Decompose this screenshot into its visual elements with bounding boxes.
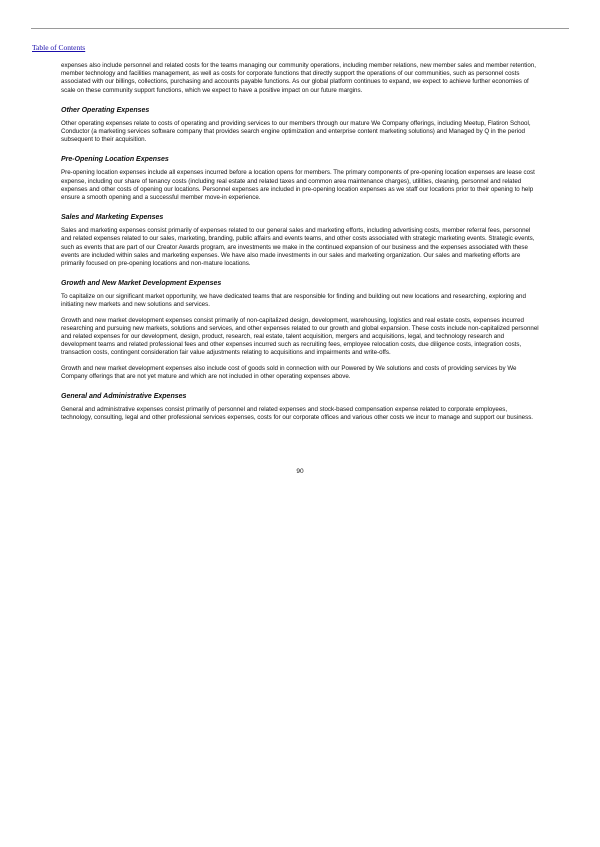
section-paragraph: Growth and new market development expenses also include cost of goods sold in connection with our Powered by We solutions and costs of providing services by We Company offerings that are not yet mature and which are not included in other operating expenses above.	[61, 364, 517, 380]
section-sales-and-marketing-expenses	[61, 213, 539, 268]
intro-paragraph: expenses also include personnel and related costs for the teams managing our community operations, including member relations, new member sales and member retention, member technology and facilities management, as well as costs for corporate functions that directly support the operations of our communities, such as personnel costs associated with our billings, collections, purchasing and accounts payable functions. As our global platform continues to expand, we expect to achieve further economies of scale on these community support functions, which we expect to have a positive impact on our future margins.	[61, 62, 536, 94]
section-paragraph: General and administrative expenses consist primarily of personnel and related expenses and stock-based compensation expense related to corporate employees, technology, consulting, legal and other professional services expenses, costs for our corporate offices and various other costs we incur to manage and support our business.	[61, 406, 534, 422]
section-paragraph: To capitalize on our significant market opportunity, we have dedicated teams that are responsible for finding and building out new locations and researching, exploring and initiating new markets and new solutions and services.	[61, 293, 526, 309]
header-divider	[31, 28, 569, 29]
page-number: 90	[296, 468, 304, 475]
section-paragraph: Sales and marketing expenses consist primarily of expenses related to our general sales and marketing efforts, including advertising costs, member referral fees, personnel and related expenses related to our sales, marketing, branding, public affairs and events teams, and other costs associated with strategic marketing events. Strategic events, such as events that are part of our Creator Awards program, are investments we make in the continued expansion of our business and the expenses associated with these events are included within sales and marketing expenses. We have also made investments in our sales and marketing organization. Our sales and marketing efforts are primarily focused on pre-opening locations and non-mature locations.	[61, 227, 535, 268]
section-pre-opening-location-expenses	[61, 155, 539, 202]
section-heading: Other Operating Expenses	[61, 106, 150, 114]
section-heading: Pre-Opening Location Expenses	[61, 156, 169, 164]
section-paragraph: Pre-opening location expenses include all expenses incurred before a location opens for members. The primary components of pre-opening location expenses are lease cost expense, including our share of tenancy costs (including real estate and related taxes and common area maintenance charges), utilities, cleaning, personnel and related expenses and other costs of opening our locations. Personnel expenses are included in pre-opening location expenses as we staff our locations prior to their opening to help ensure a smooth opening and a successful member move-in experience.	[61, 169, 535, 202]
table-of-contents-link[interactable]: Table of Contents	[32, 43, 86, 52]
section-heading: Sales and Marketing Expenses	[61, 214, 164, 222]
section-heading: General and Administrative Expenses	[61, 393, 187, 401]
section-growth-and-new-market-development-expenses	[61, 279, 539, 381]
section-paragraph: Other operating expenses relate to costs of operating and providing services to our members through our mature We Company offerings, including Meetup, Flatiron School, Conductor (a marketing services software company that provides search engine optimization and enterprise content marketing solutions) and Managed by Q in the period subsequent to their acquisition.	[61, 119, 531, 144]
section-heading: Growth and New Market Development Expenses	[61, 280, 222, 288]
section-other-operating-expenses	[61, 106, 539, 145]
document-body	[61, 62, 539, 429]
section-general-and-administrative-expenses	[61, 392, 539, 422]
section-paragraph: Growth and new market development expenses consist primarily of non-capitalized design, development, warehousing, logistics and real estate costs, expenses incurred researching and pursuing new markets, solutions and services, and other expenses related to our growth and global expansion. These costs include non-capitalized personnel and related expenses for our development, design, product, research, real estate, talent acquisition, mergers and acquisitions, legal, and technology research and development teams and related professional fees and other expenses incurred such as recruiting fees, employee relocation costs, due diligence costs, integration costs, transaction costs, contingent consideration fair value adjustments relating to acquisitions and impairments and write-offs.	[61, 316, 539, 357]
